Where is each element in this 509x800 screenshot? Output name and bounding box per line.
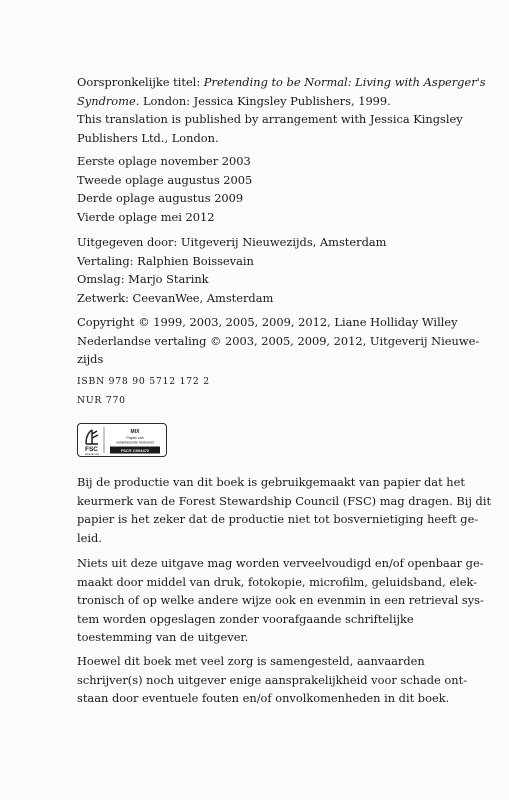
translation-arrangement-line-end: Publishers Ltd., London. — [77, 130, 219, 145]
paragraph-line: tem worden opgeslagen zonder voorafgaande schriftelijke — [77, 611, 414, 626]
credits-block — [77, 233, 449, 307]
fsc-code: FSC® C004472 — [120, 447, 150, 453]
edition-line: Derde oplage augustus 2009 — [77, 191, 244, 205]
edition-line: Tweede oplage augustus 2005 — [77, 172, 253, 187]
cover-credit: Omslag: Marjo Starink — [77, 272, 209, 286]
translation-arrangement-line: This translation is published by arrangement with Jessica Kingsley — [77, 112, 463, 126]
paragraph-line: Niets uit deze uitgave mag worden verveelvoudigd en/of openbaar ge- — [77, 556, 484, 570]
original-publisher: . London: Jessica Kingsley Publishers, 1999. — [135, 93, 391, 108]
edition-line: Eerste oplage november 2003 — [77, 154, 251, 168]
fsc-paragraph — [77, 473, 492, 547]
isbn-number: ISBN 978 90 5712 172 2 — [77, 376, 210, 387]
paragraph-line: tronisch of op welke andere wijze ook en evenmin in een retrieval sys- — [77, 593, 484, 607]
typesetting-credit: Zetwerk: CeevanWee, Amsterdam — [77, 290, 274, 305]
paragraph-line: toestemming van de uitgever. — [77, 630, 249, 644]
fsc-logo — [77, 423, 167, 457]
paragraph-line: staan door eventuele fouten en/of onvolkomenheden in dit boek. — [77, 691, 450, 705]
fsc-site: www.fsc.org — [85, 453, 99, 456]
translator-credit: Vertaling: Ralphien Boissevain — [77, 253, 254, 268]
copyright-line: Nederlandse vertaling © 2003, 2005, 2009, 2012, Uitgeverij Nieuwe- — [77, 333, 480, 348]
original-title-italic-end: Syndrome — [77, 93, 136, 108]
paragraph-line: Bij de productie van dit boek is gebruikgemaakt van papier dat het — [77, 475, 465, 489]
original-title-block — [77, 73, 486, 147]
original-title-line — [77, 73, 486, 92]
editions-block — [77, 152, 449, 226]
paragraph-line: keurmerk van de Forest Stewardship Council (FSC) mag dragen. Bij dit — [77, 493, 492, 508]
edition-line: Vierde oplage mei 2012 — [77, 209, 215, 224]
isbn-block — [77, 373, 449, 410]
fsc-mix-label: MIX — [130, 429, 140, 435]
paragraph-line: maakt door middel van druk, fotokopie, microfilm, geluidsband, elek- — [77, 574, 478, 589]
paragraph-line: papier is het zeker dat de productie niet tot bosvernietiging heeft ge- — [77, 512, 479, 526]
copyright-line: zijds — [77, 352, 104, 366]
rights-paragraph — [77, 554, 484, 647]
disclaimer-paragraph — [77, 652, 468, 708]
copyright-block — [77, 313, 480, 369]
publisher-credit: Uitgegeven door: Uitgeverij Nieuwezijds, Amsterdam — [77, 235, 387, 249]
paragraph-line: schrijver(s) noch uitgever enige aansprakelijkheid voor schade ont- — [77, 672, 468, 687]
fsc-brand: FSC — [85, 446, 98, 453]
fsc-text-2: verantwoorde herkomst — [116, 440, 154, 445]
nur-code: NUR 770 — [77, 394, 126, 406]
fsc-tree-icon — [86, 430, 98, 444]
copyright-line: Copyright © 1999, 2003, 2005, 2009, 2012, Liane Holliday Willey — [77, 315, 458, 329]
paragraph-line: Hoewel dit boek met veel zorg is samengesteld, aanvaarden — [77, 654, 425, 668]
paragraph-line: leid. — [77, 530, 102, 545]
fsc-text-1: Papier van — [126, 436, 144, 440]
original-publisher-line — [77, 92, 449, 111]
original-title-prefix: Oorspronkelijke titel: — [77, 75, 204, 89]
original-title-italic: Pretending to be Normal: Living with Asperger's — [203, 75, 486, 89]
